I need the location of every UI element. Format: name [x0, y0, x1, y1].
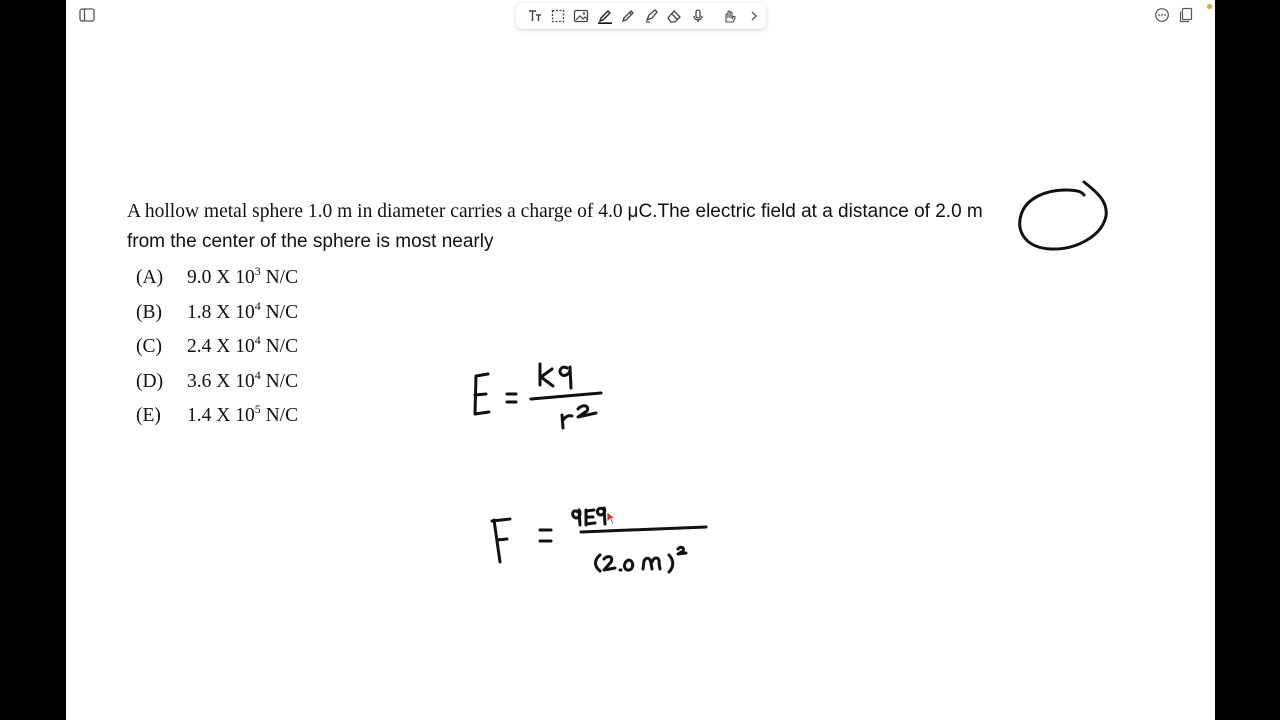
lasso-select-icon[interactable]	[547, 5, 569, 27]
choice-c: (C) 2.4 X $10^4$ N/C	[136, 333, 299, 357]
ink-equals-2	[540, 530, 551, 541]
question-text	[127, 197, 1127, 257]
sidebar-toggle-icon[interactable]	[76, 4, 98, 26]
more-icon[interactable]	[1151, 4, 1173, 26]
drawing-toolbar	[516, 3, 766, 29]
ink-9e9	[573, 508, 605, 525]
gesture-icon[interactable]	[718, 5, 740, 27]
ink-fraction-bar-1	[531, 393, 601, 399]
choice-e: (E) 1.4 X $10^5$ N/C	[136, 402, 299, 426]
ink-k	[540, 364, 553, 386]
ink-q	[560, 367, 571, 388]
choice-d: (D) 3.6 X $10^4$ N/C	[136, 367, 299, 392]
eraser-icon[interactable]	[663, 5, 685, 27]
ink-r	[562, 415, 572, 428]
choice-b: (B) 1.8 X $10^4$ N/C	[136, 298, 299, 323]
ink-e-letter	[475, 374, 489, 414]
ink-fraction-bar-2	[581, 527, 706, 532]
microphone-icon[interactable]	[687, 5, 709, 27]
page-actions	[1151, 4, 1207, 26]
ink-e-letter-2	[492, 519, 510, 562]
highlighter-icon[interactable]	[640, 5, 662, 27]
pages-icon[interactable]	[1175, 4, 1197, 26]
choice-a: (A) 9.0 X $10^3$ N/C	[136, 264, 299, 288]
pen-icon[interactable]	[594, 5, 616, 27]
note-page[interactable]	[66, 0, 1215, 720]
chevron-right-icon[interactable]	[743, 5, 765, 27]
answer-choices	[136, 261, 298, 434]
ink-denominator	[596, 547, 687, 572]
status-dot	[1207, 4, 1212, 9]
question-sans-text: μC.The electric field at a distance of 2.0 m	[627, 201, 983, 222]
text-tool-icon[interactable]	[524, 5, 546, 27]
image-icon[interactable]	[570, 5, 592, 27]
ink-r-exponent	[578, 406, 596, 417]
ink-equals-1	[507, 394, 516, 402]
pencil-icon[interactable]	[617, 5, 639, 27]
pen-cursor-icon	[606, 511, 616, 525]
question-line-2: from the center of the sphere is most nearly	[127, 231, 494, 252]
question-serif-text: A hollow metal sphere 1.0 m in diameter carries a charge of 4.0	[127, 201, 628, 222]
